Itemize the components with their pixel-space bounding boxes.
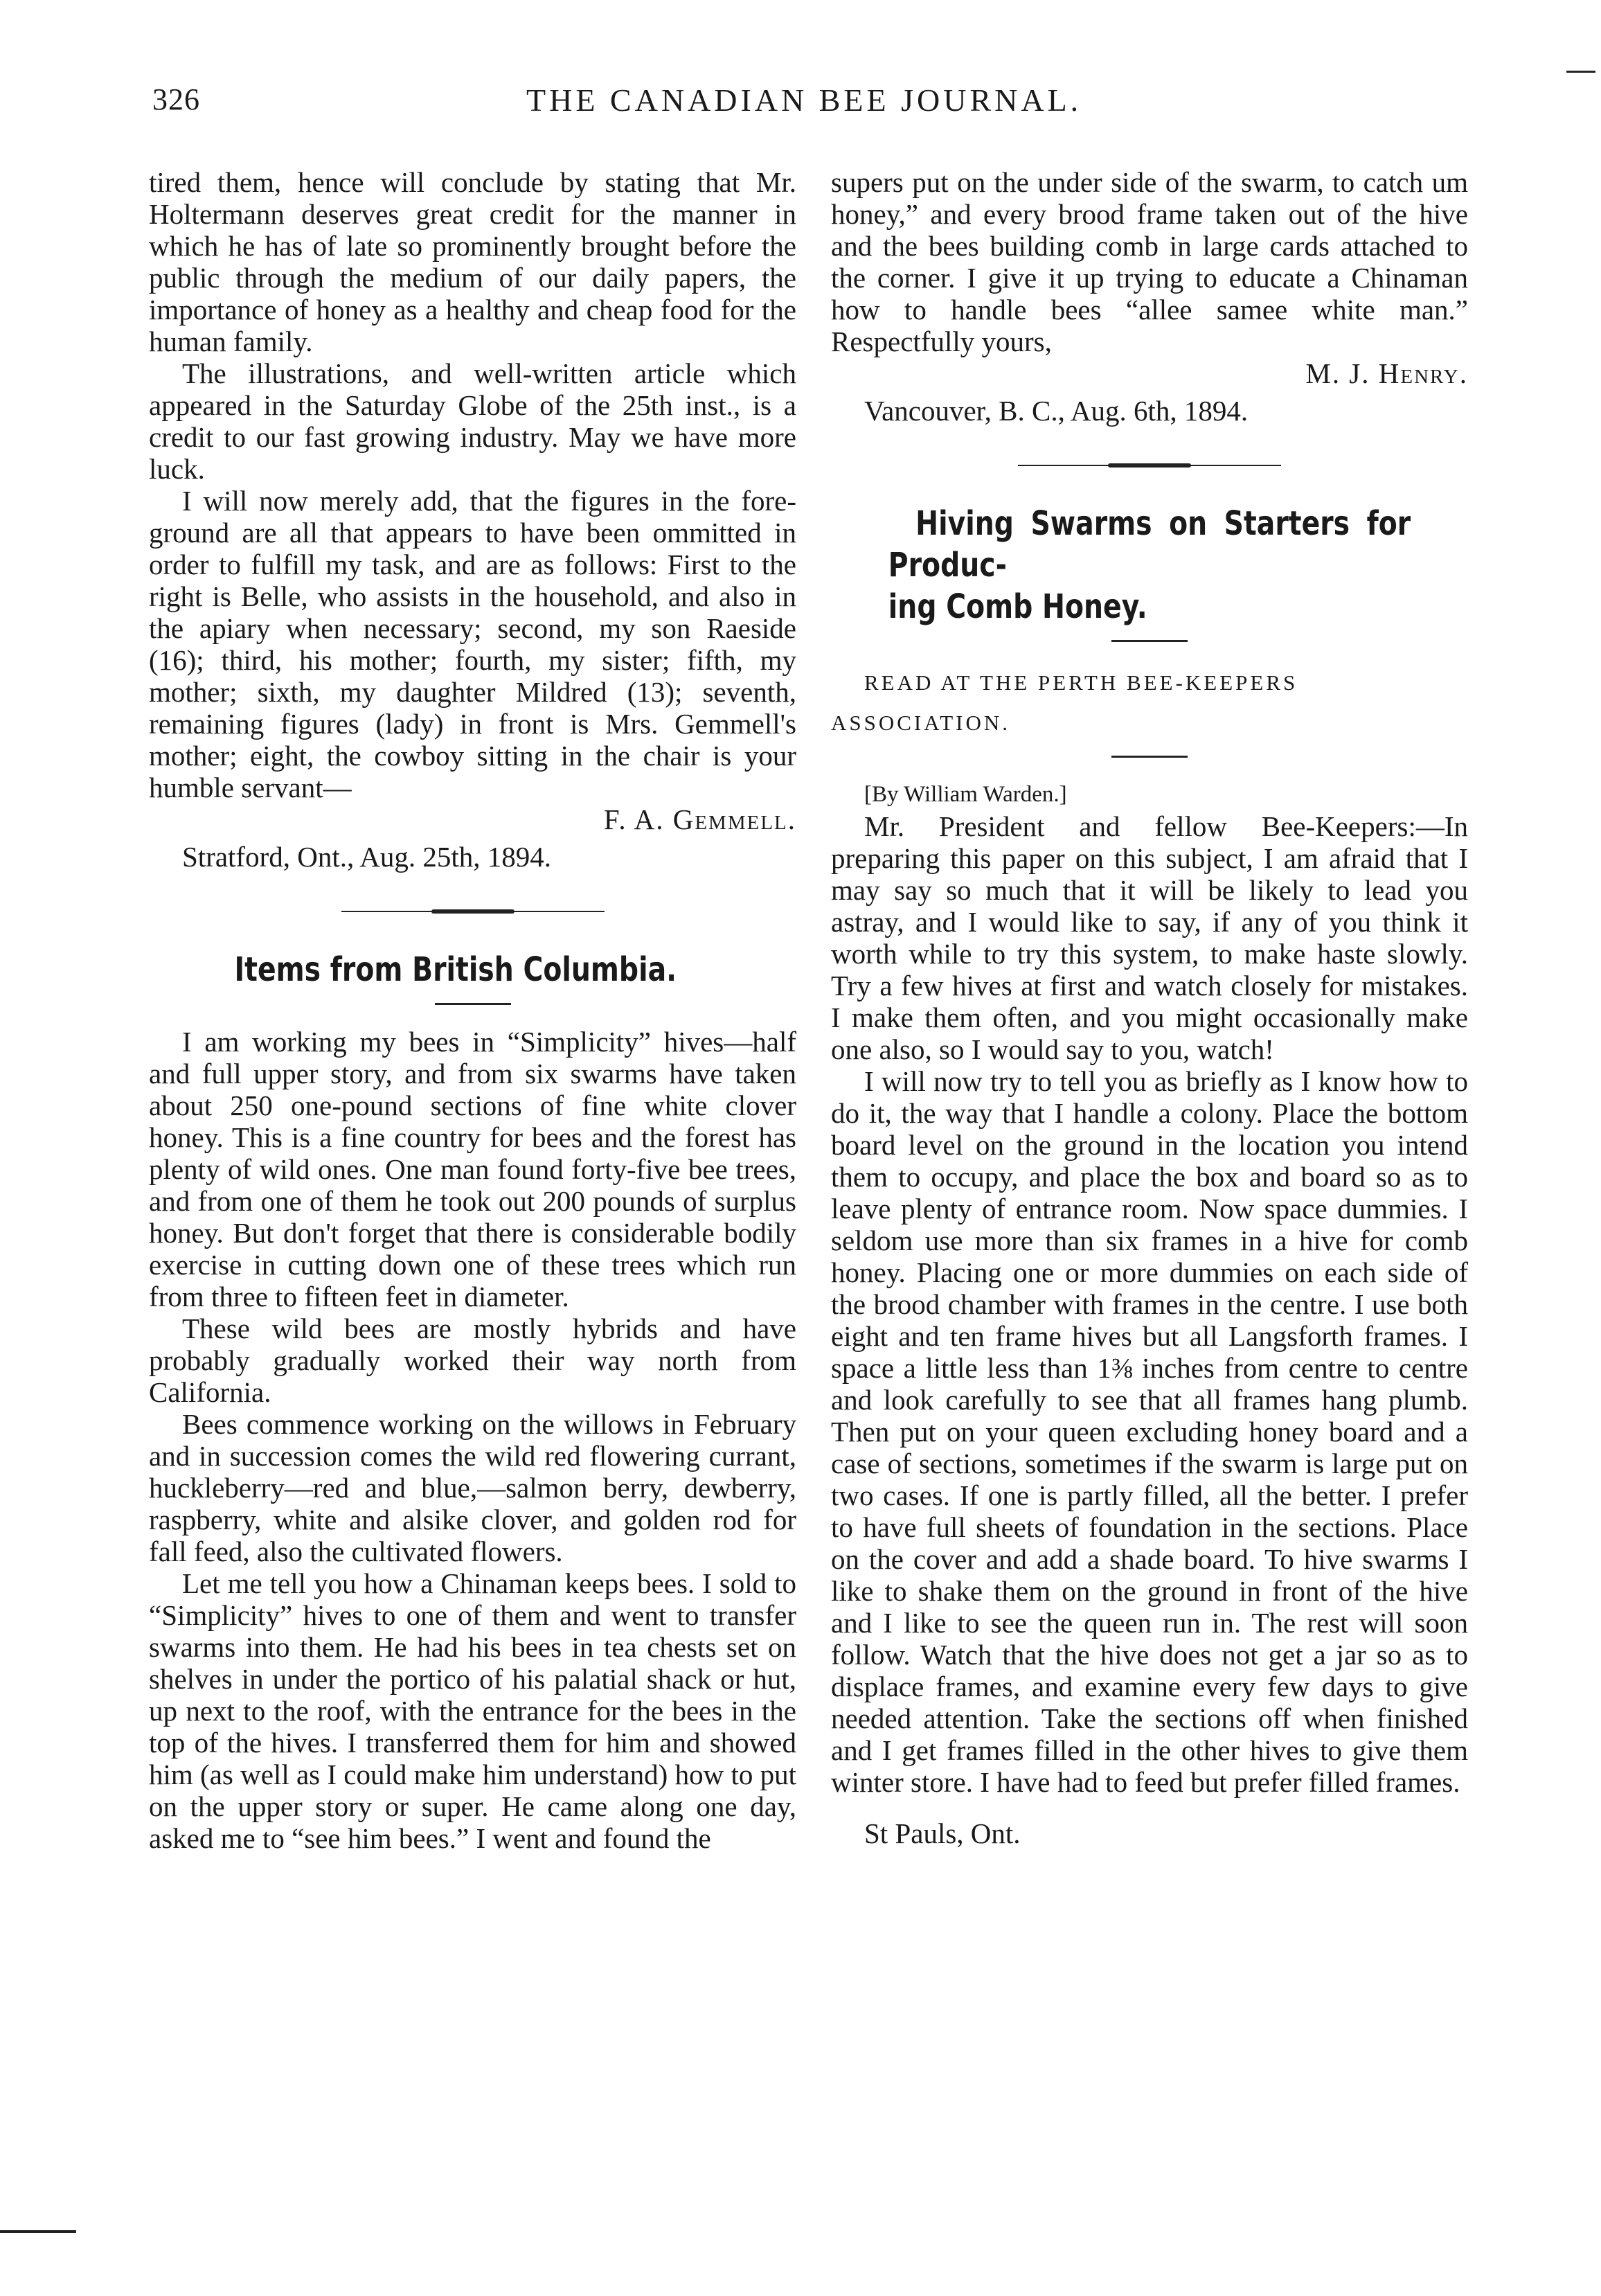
dateline: Vancouver, B. C., Aug. 6th, 1894. [864, 395, 1249, 427]
page-number: 326 [152, 82, 200, 116]
paragraph: Let me tell you how a Chinaman keeps bees. I sold to “Simplicity” hives to one of them and went to transfer swarms into them. He had his bees in tea chests set on shelves in under the portico of his palatial shack or hut, up next to the roof, with the entrance for the bees in the top of the hives. I transferred them for him and showed him (as well as I could make him understand) how to put on the upper story or super. He came along one day, asked me to “see him bees.” I went and found the [149, 1567, 796, 1854]
paragraph: I am working my bees in “Simplicity” hives—half and full upper story, and from six swarms have taken about 250 one-pound sections of fine white clover honey. This is a fine country for bees and the forest has plenty of wild ones. One man found forty-five bee trees, and from one of them he took out 200 pounds of surplus honey. But don't forget that there is considerable bodily exercise in cutting down one of these trees which run from three to fifteen feet in diameter. [149, 1026, 796, 1312]
paragraph: The illustrations, and well-written article which appeared in the Saturday Globe of the 25th inst., is a credit to our fast growing industry. May we have more luck. [149, 357, 796, 485]
byline: [By William Warden.] [864, 782, 1067, 807]
paragraph: Mr. President and fellow Bee-Keepers:—In preparing this paper on this subject, I am afraid that I may say so much that it will be likely to lead you astray, and I would like to say, if any of you think it worth while to try this system, to make haste slowly. Try a few hives at first and watch closely for mistakes. I make them often, and you might occasionally make one also, so I would say to you, watch! [831, 810, 1468, 1065]
right-column [831, 166, 1468, 1849]
page-header [138, 82, 1454, 137]
ornamental-divider [341, 909, 605, 914]
ornamental-divider [1018, 463, 1281, 468]
article-title: Items from British Columbia. [234, 950, 677, 989]
dateline: St Pauls, Ont. [864, 1817, 1021, 1849]
title-rule [1111, 640, 1188, 642]
paragraph: These wild bees are mostly hybrids and have probably gradually worked their way north from California. [149, 1312, 796, 1408]
paragraph: tired them, hence will conclude by stating that Mr. Holtermann deserves great credit for the manner in which he has of late so prominently brought before the public through the medium of our daily papers, the importance of honey as a healthy and cheap food for the human family. [149, 166, 796, 357]
paragraph: Bees commence working on the willows in February and in succession comes the wild red flowering currant, huckleberry—red and blue,—salmon berry, dewberry, raspberry, white and alsike clover, and golden rod for fall feed, also the cultivated flowers. [149, 1408, 796, 1567]
article-title [888, 503, 1411, 628]
signature: M. J. Henry. [1305, 357, 1468, 389]
bottom-left-edge-mark [0, 2230, 76, 2233]
paragraph: supers put on the under side of the swarm, to catch um honey,” and every brood frame taken out of the hive and the bees building comb in large cards attached to the corner. I give it up trying to educate a Chinaman how to handle bees “allee samee white man.” Respectfully yours, [831, 166, 1468, 357]
subhead-rule [1111, 756, 1188, 758]
journal-title: THE CANADIAN BEE JOURNAL. [526, 82, 1082, 118]
subhead-line: READ AT THE PERTH BEE-KEEPERS [864, 670, 1298, 695]
paragraph: I will now try to tell you as briefly as I know how to do it, the way that I handle a colony. Place the bottom board level on the ground in the location you intend them to occupy, and place the box and board so as to leave plenty of entrance room. Now space dummies. I seldom use more than six frames in a hive for comb honey. Placing one or more dummies on each side of the brood chamber with frames in the centre. I use both eight and ten frame hives but all Langsforth frames. I space a little less than 1⅜ inches from centre to centre and look carefully to see that all frames hang plumb. Then put on your queen excluding honey board and a case of sections, sometimes if the swarm is large put on two cases. If one is partly filled, all the better. I prefer to have full sheets of foundation in the sections. Place on the cover and add a shade board. To hive swarms I like to shake them on the ground in front of the hive and I like to see the queen run in. The rest will soon follow. Watch that the hive does not get a jar so as to displace frames, and examine every few days to give needed attention. Take the sections off when finished and I get frames filled in the other hives to give them winter store. I have had to feed but prefer filled frames. [831, 1065, 1468, 1798]
article-subhead [831, 663, 1468, 743]
article-title-line: Hiving Swarms on Starters for Produc- [888, 504, 1411, 585]
left-column [149, 166, 796, 1854]
dateline: Stratford, Ont., Aug. 25th, 1894. [182, 841, 551, 873]
article-title-line: ing Comb Honey. [888, 587, 1147, 626]
top-right-edge-mark [1566, 71, 1595, 73]
signature: F. A. Gemmell. [603, 803, 796, 835]
subhead-line: ASSOCIATION. [831, 711, 1010, 735]
title-rule [435, 1003, 511, 1005]
paragraph: I will now merely add, that the figures in the fore-ground are all that appears to have been ommitted in order to fulfill my task, and are as follows: First to the right is Belle, who assists in the household, and also in the apiary when necessary; second, my son Raeside (16); third, his mother; fourth, my sister; fifth, my mother; sixth, my daughter Mildred (13); seventh, remaining figures (lady) in front is Mrs. Gemmell's mother; eight, the cowboy sitting in the chair is your humble servant— [149, 485, 796, 803]
